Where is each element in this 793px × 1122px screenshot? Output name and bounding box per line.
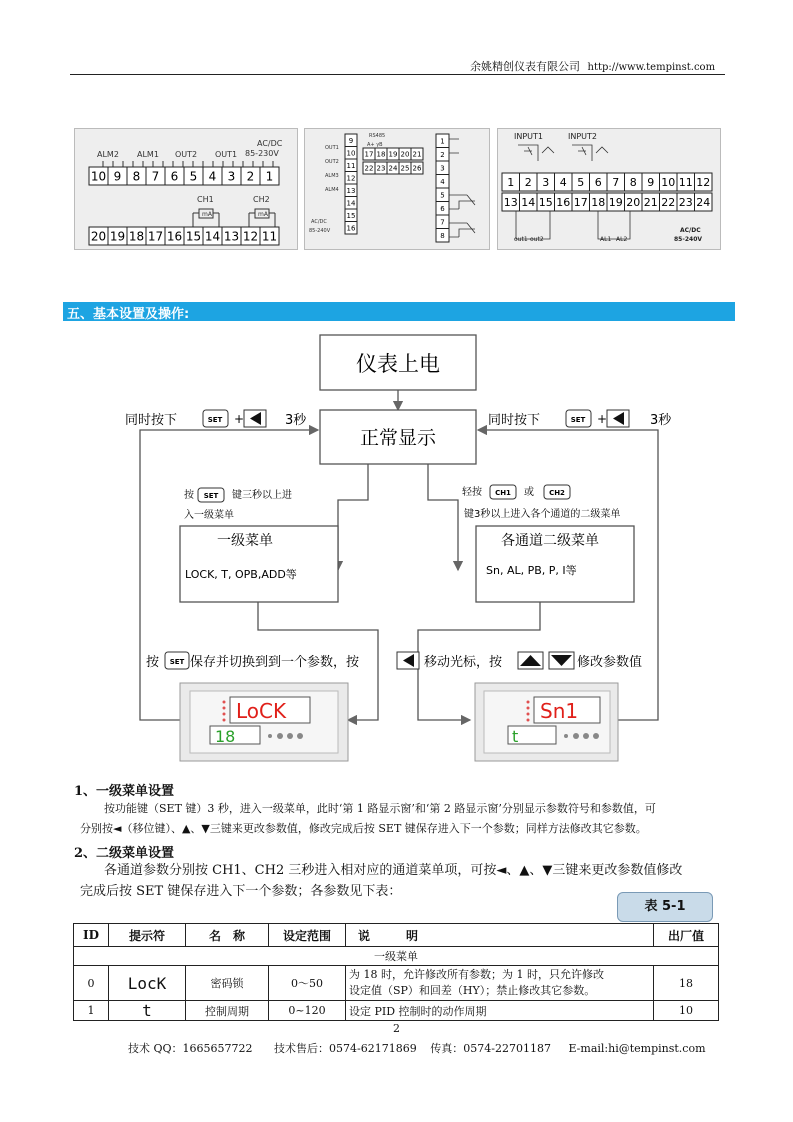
label-voltage: 85-240V: [309, 228, 331, 234]
menu2-items: Sn, AL, PB, P, I等: [486, 564, 577, 577]
terminal-number: 3: [440, 164, 445, 173]
after-sales-value: 0574-62171869: [329, 1042, 417, 1055]
table-badge: 表 5-1: [617, 892, 713, 922]
terminal-number: 8: [440, 231, 445, 240]
wiring-diagram-1: [74, 128, 298, 250]
press-desc-2: 入一级菜单: [184, 510, 234, 521]
cell-name: 密码锁: [186, 966, 269, 1001]
terminal-number: 2: [440, 150, 445, 159]
ch2-key-label: CH2: [549, 489, 565, 497]
label-out2: OUT2: [325, 159, 339, 165]
terminal-number: 14: [204, 229, 221, 244]
terminal-number: 21: [412, 150, 422, 159]
cell-id: 1: [74, 1001, 109, 1021]
set-key-label-3: SET: [203, 492, 219, 500]
terminal-number: 16: [346, 224, 356, 233]
sub2-line2: 完成后按 SET 键保存进入下一个参数；各参数见下表：: [80, 884, 402, 899]
terminal-number: 24: [388, 164, 398, 173]
sub2-title: 2、二级菜单设置: [74, 846, 175, 861]
terminal-number: 16: [556, 195, 571, 209]
terminal-number: 13: [503, 195, 518, 209]
display-1-bottom-text: 18: [215, 727, 236, 746]
label-out1: OUT1: [215, 150, 238, 159]
cell-symbol: LocK: [109, 966, 186, 1001]
terminal-number: 6: [440, 204, 445, 213]
terminal-number: 12: [346, 174, 356, 183]
label-acdc: AC/DC: [680, 227, 701, 234]
terminal-number: 9: [113, 169, 122, 184]
display-2-top-text: Sn1: [540, 699, 579, 723]
label-ma-1: mA: [202, 211, 212, 218]
qq-label: 技术 QQ：: [128, 1042, 183, 1055]
sub1-title: 1、一级菜单设置: [74, 784, 175, 799]
three-sec-left: 3秒: [285, 413, 307, 428]
terminal-number: 26: [412, 164, 422, 173]
cell-desc: 设定 PID 控制时的动作周期: [346, 1001, 654, 1021]
terminal-number: 21: [643, 195, 658, 209]
label-ch1: CH1: [197, 195, 214, 204]
label-ma-2: mA: [258, 211, 268, 218]
cell-default: 18: [654, 966, 719, 1001]
top-terminal-row: [502, 173, 712, 191]
press-desc-1: 键三秒以上进: [232, 490, 292, 501]
terminal-number: 18: [128, 229, 145, 244]
label-ch2: CH2: [253, 195, 270, 204]
label-alm2: ALM2: [97, 150, 119, 159]
cell-range: 0～50: [269, 966, 346, 1001]
top-terminal-row: [89, 167, 279, 185]
th-id: ID: [74, 924, 109, 947]
instr-press: 按: [146, 655, 160, 670]
label-input2: INPUT2: [568, 132, 597, 141]
terminal-number: 4: [208, 169, 217, 184]
parameter-table: [73, 923, 719, 1021]
wiring-diagram-2-svg: [305, 129, 489, 249]
set-key-label: SET: [207, 416, 223, 424]
terminal-number: 18: [376, 150, 386, 159]
cell-symbol: t: [109, 1001, 186, 1021]
page-number: 2: [393, 1022, 400, 1035]
terminal-number: 5: [189, 169, 198, 184]
label-out2: OUT2: [175, 150, 198, 159]
cell-default: 10: [654, 1001, 719, 1021]
label-rs-ab: A+ γB: [367, 142, 383, 148]
label-voltage: 85-230V: [245, 149, 279, 158]
hold-left-label: 同时按下: [125, 413, 178, 428]
label-al1: AL1: [600, 236, 612, 243]
th-name: 名 称: [186, 924, 269, 947]
wiring-diagram-3-svg: [498, 129, 720, 249]
terminal-number: 25: [400, 164, 410, 173]
terminal-number: 11: [261, 229, 278, 244]
page-header: [470, 58, 715, 74]
instr-move: 移动光标，按: [424, 655, 503, 670]
fax-value: 0574-22701187: [463, 1042, 551, 1055]
three-sec-right: 3秒: [650, 413, 672, 428]
terminal-number: 7: [612, 175, 620, 189]
table-row: [74, 966, 719, 1001]
terminal-number: 18: [591, 195, 606, 209]
label-out1: OUT1: [325, 145, 339, 151]
terminal-number: 13: [223, 229, 240, 244]
qq-value: 1665657722: [182, 1042, 253, 1055]
terminal-number: 17: [147, 229, 164, 244]
label-alm1: ALM1: [137, 150, 159, 159]
terminal-number: 5: [577, 175, 585, 189]
company-name: 余姚精创仪表有限公司: [470, 60, 580, 73]
cell-id: 0: [74, 966, 109, 1001]
power-on-label: 仪表上电: [356, 352, 440, 376]
table-group-row: [74, 947, 719, 966]
plus-sign-2: +: [597, 412, 608, 426]
label-out2: out2: [530, 236, 544, 243]
terminal-number: 14: [346, 199, 356, 208]
plus-sign: +: [234, 412, 245, 426]
terminal-number: 8: [132, 169, 141, 184]
cell-desc: [346, 966, 654, 1001]
instr-modify: 修改参数值: [577, 655, 643, 670]
terminal-number: 15: [185, 229, 202, 244]
terminal-number: 19: [109, 229, 126, 244]
hold-right-label: 同时按下: [488, 413, 541, 428]
after-sales-label: 技术售后：: [274, 1042, 330, 1055]
terminal-number: 20: [90, 229, 107, 244]
terminal-number: 1: [440, 137, 445, 146]
label-acdc: AC/DC: [257, 139, 283, 148]
terminal-number: 1: [265, 169, 274, 184]
terminal-number: 19: [608, 195, 623, 209]
menu1-items: LOCK, T, OPB,ADD等: [185, 568, 297, 581]
terminal-number: 12: [696, 175, 711, 189]
wiring-diagram-1-svg: [75, 129, 297, 249]
terminal-number: 2: [524, 175, 532, 189]
wiring-diagram-2: [304, 128, 490, 250]
terminal-number: 9: [647, 175, 655, 189]
group-label: 一级菜单: [74, 947, 719, 966]
terminal-number: 12: [242, 229, 259, 244]
terminal-number: 16: [166, 229, 183, 244]
terminal-number: 4: [440, 177, 445, 186]
instr-save: 保存并切换到到一个参数，按: [190, 655, 360, 670]
ch1-key-label: CH1: [495, 489, 511, 497]
menu2-title: 各通道二级菜单: [501, 533, 599, 549]
section-title: 五、基本设置及操作:: [67, 307, 190, 322]
th-desc: 说 明: [346, 924, 654, 947]
table-row: [74, 1001, 719, 1021]
terminal-number: 22: [364, 164, 374, 173]
terminal-number: 4: [559, 175, 567, 189]
th-default: 出厂值: [654, 924, 719, 947]
cell-range: 0~120: [269, 1001, 346, 1021]
table-header-row: [74, 924, 719, 947]
terminal-number: 19: [388, 150, 398, 159]
terminal-number: 7: [151, 169, 160, 184]
set-key-label-2: SET: [570, 416, 586, 424]
wiring-diagram-3: [497, 128, 721, 250]
or-label: 或: [524, 487, 534, 498]
normal-display-label: 正常显示: [359, 427, 437, 449]
menu1-title: 一级菜单: [217, 533, 273, 549]
display-2-bottom-text: t: [512, 727, 519, 746]
ch-desc: 键3秒以上进入各个通道的二级菜单: [464, 509, 621, 520]
th-range: 设定范围: [269, 924, 346, 947]
terminal-number: 11: [346, 161, 356, 170]
terminal-number: 23: [678, 195, 693, 209]
bottom-terminal-row: [89, 227, 279, 245]
th-symbol: 提示符: [109, 924, 186, 947]
terminal-number: 7: [440, 218, 445, 227]
terminal-number: 6: [594, 175, 602, 189]
label-acdc: AC/DC: [311, 219, 327, 225]
terminal-number: 24: [696, 195, 711, 209]
right-terminal-column: [436, 134, 449, 242]
set-key-label-4: SET: [169, 658, 185, 666]
header-divider: [70, 74, 725, 75]
terminal-number: 22: [661, 195, 676, 209]
terminal-number: 17: [573, 195, 588, 209]
cell-desc-line2: 设定值（SP）和回差（HY）；禁止修改其它参数。: [349, 984, 596, 997]
sub1-line1: 按功能键（SET 键）3 秒，进入一级菜单，此时‘第 1 路显示窗’和‘第 2 路显示窗’分别显示参数符号和参数值，可: [104, 802, 656, 815]
sub2-line1: 各通道参数分别按 CH1、CH2 三秒进入相对应的通道菜单项，可按◄、▲、▼三键来更改参数值修改: [104, 863, 683, 878]
operation-flowchart: [110, 330, 680, 780]
page-footer: [128, 1040, 706, 1056]
terminal-number: 6: [170, 169, 179, 184]
terminal-number: 10: [661, 175, 676, 189]
terminal-number: 9: [348, 136, 354, 145]
left-terminal-column: [345, 134, 357, 234]
cell-name: 控制周期: [186, 1001, 269, 1021]
terminal-number: 3: [542, 175, 550, 189]
terminal-number: 17: [364, 150, 374, 159]
email: E-mail:hi@tempinst.com: [568, 1042, 706, 1055]
terminal-number: 8: [629, 175, 637, 189]
terminal-number: 15: [538, 195, 553, 209]
label-al2: AL2: [616, 236, 628, 243]
terminal-number: 23: [376, 164, 386, 173]
terminal-number: 10: [90, 169, 107, 184]
label-alm4: ALM4: [325, 187, 339, 193]
terminal-number: 1: [507, 175, 515, 189]
cell-desc-line1: 为 18 时，允许修改所有参数；为 1 时，只允许修改: [349, 968, 604, 981]
terminal-number: 3: [227, 169, 236, 184]
press-label: 按: [184, 490, 194, 501]
sub1-line2: 分别按◄（移位键）、▲、▼三键来更改参数值，修改完成后按 SET 键保存进入下一个参数；同样方法修改其它参数。: [80, 822, 647, 835]
terminal-number: 13: [346, 186, 356, 195]
bottom-terminal-row: [502, 193, 712, 211]
display-1-top-text: LoCK: [236, 699, 287, 723]
terminal-number: 5: [440, 191, 445, 200]
label-alm3: ALM3: [325, 173, 339, 179]
middle-terminal-grid: [363, 148, 423, 174]
label-input1: INPUT1: [514, 132, 543, 141]
label-voltage: 85-240V: [674, 236, 703, 243]
terminal-number: 20: [626, 195, 641, 209]
company-url: http://www.tempinst.com: [587, 62, 716, 73]
fax-label: 传真：: [430, 1042, 464, 1055]
light-press-label: 轻按: [462, 487, 482, 498]
terminal-number: 20: [400, 150, 410, 159]
section-title-bar: [63, 302, 735, 321]
terminal-number: 11: [678, 175, 693, 189]
terminal-number: 14: [521, 195, 536, 209]
label-out1: out1: [514, 236, 528, 243]
terminal-number: 10: [346, 149, 356, 158]
terminal-number: 2: [246, 169, 255, 184]
terminal-number: 15: [346, 211, 356, 220]
label-rs485: RS485: [369, 133, 386, 139]
